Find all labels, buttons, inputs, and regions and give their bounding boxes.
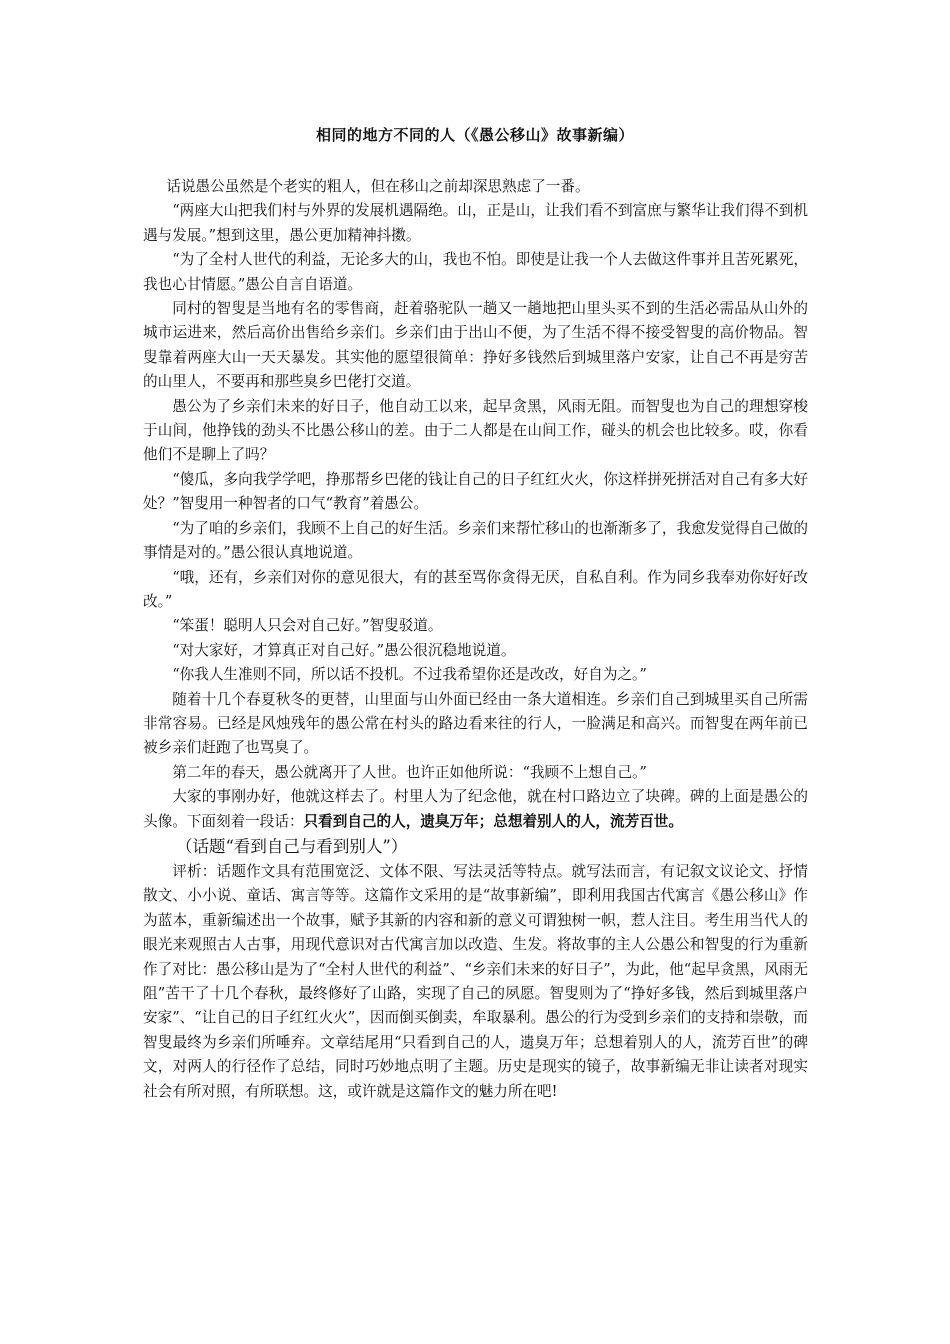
topic-line: （话题“看到自己与看到别人”） (176, 836, 408, 856)
story-body (143, 175, 808, 1104)
story-paragraph: “笨蛋！聪明人只会对自己好。”智叟驳道。 (172, 617, 443, 635)
story-paragraph: “哦，还有，乡亲们对你的意见很大，有的甚至骂你贪得无厌，自私自利。作为同乡我奉劝你好好改改。” (143, 568, 808, 610)
monument-inscription: 只看到自己的人，遗臭万年；总想着别人的人，流芳百世。 (303, 812, 683, 830)
story-paragraph: “两座大山把我们村与外界的发展机遇隔绝。山，正是山，让我们看不到富庶与繁华让我们得不到机遇与发展。”想到这里，愚公更加精神抖擞。 (143, 202, 808, 244)
story-paragraph: “为了咱的乡亲们，我顾不上自己的好生活。乡亲们来帮忙移山的也渐渐多了，我愈发觉得自己做的事情是对的。”愚公很认真地说道。 (143, 519, 808, 562)
story-paragraph: 第二年的春天，愚公就离开了人世。也许正如他所说：“我顾不上想自己。” (172, 763, 647, 781)
story-paragraph: “为了全村人世代的利益，无论多大的山，我也不怕。即使是让我一个人去做这件事并且苦死累死，我也心甘情愿。”愚公自言自语道。 (143, 251, 808, 293)
story-paragraph: 话说愚公虽然是个老实的粗人，但在移山之前却深思熟虑了一番。 (166, 178, 590, 195)
story-paragraph: 愚公为了乡亲们未来的好日子，他自动工以来，起早贪黑，风雨无阻。而智叟也为自己的理想穿梭于山间，他挣钱的劲头不比愚公移山的差。由于二人都是在山间工作，碰头的机会也比较多。哎，你看他们不是聊上了吗？ (143, 397, 808, 464)
story-paragraph: 随着十几个春夏秋冬的更替，山里面与山外面已经由一条大道相连。乡亲们自己到城里买自己所需非常容易。已经是风烛残年的愚公常在村头的路边看来往的行人，一脸满足和高兴。而智叟在两年前已被乡亲们赶跑了也骂臭了。 (143, 690, 808, 757)
story-paragraph: “对大家好，才算真正对自己好。”愚公很沉稳地说道。 (172, 641, 516, 659)
story-paragraph: 同村的智叟是当地有名的零售商，赶着骆驼队一趟又一趟地把山里头买不到的生活必需品从山外的城市运进来，然后高价出售给乡亲们。乡亲们由于出山不便，为了生活不得不接受智叟的高价物品。智叟靠着两座大山一天天暴发。其实他的愿望很简单：挣好多钱然后到城里落户安家，让自己不再是穷苦的山里人，不要再和那些臭乡巴佬打交道。 (143, 300, 808, 391)
page-title: 相同的地方不同的人（《愚公移山》故事新编） (315, 126, 634, 144)
story-paragraph: “你我人生准则不同，所以话不投机。不过我希望你还是改改，好自为之。” (172, 666, 647, 684)
monument-paragraph (143, 785, 808, 834)
story-paragraph: “傻瓜，多向我学学吧，挣那帮乡巴佬的钱让自己的日子红红火火，你这样拼死拼活对自己有多大好处？”智叟用一种智者的口气“教育”着愚公。 (143, 470, 808, 513)
commentary-paragraph: 评析：话题作文具有范围宽泛、文体不限、写法灵活等特点。就写法而言，有记叙文议论文、抒情散文、小小说、童话、寓言等等。这篇作文采用的是“故事新编”，即利用我国古代寓言《愚公移山》作为蓝本，重新编述出一个故事，赋予其新的内容和新的意义可谓独树一帜，惹人注目。考生用当代人的眼光来观照古人古事，用现代意识对古代寓言加以改造、生发。将故事的主人公愚公和智叟的行为重新作了对比：愚公移山是为了“全村人世代的利益”、“乡亲们未来的好日子”，为此，他“起早贪黑，风雨无阻”苦干了十几个春秋，最终修好了山路，实现了自己的夙愿。智叟则为了“挣好多钱，然后到城里落户安家”、“让自己的日子红红火火”，因而倒买倒卖，牟取暴利。愚公的行为受到乡亲们的支持和崇敬，而智叟最终为乡亲们所唾弃。文章结尾用“只看到自己的人，遗臭万年；总想着别人的人，流芳百世”的碑文，对两人的行径作了总结，同时巧妙地点明了主题。历史是现实的镜子，故事新编无非让读者对现实社会有所对照，有所联想。这，或许就是这篇作文的魅力所在吧! (143, 862, 808, 1100)
monument-text: 大家的事刚办好，他就这样去了。村里人为了纪念他，就在村口路边立了块碑。碑的上面是愚公的头像。下面刻着一段话： (143, 788, 808, 830)
